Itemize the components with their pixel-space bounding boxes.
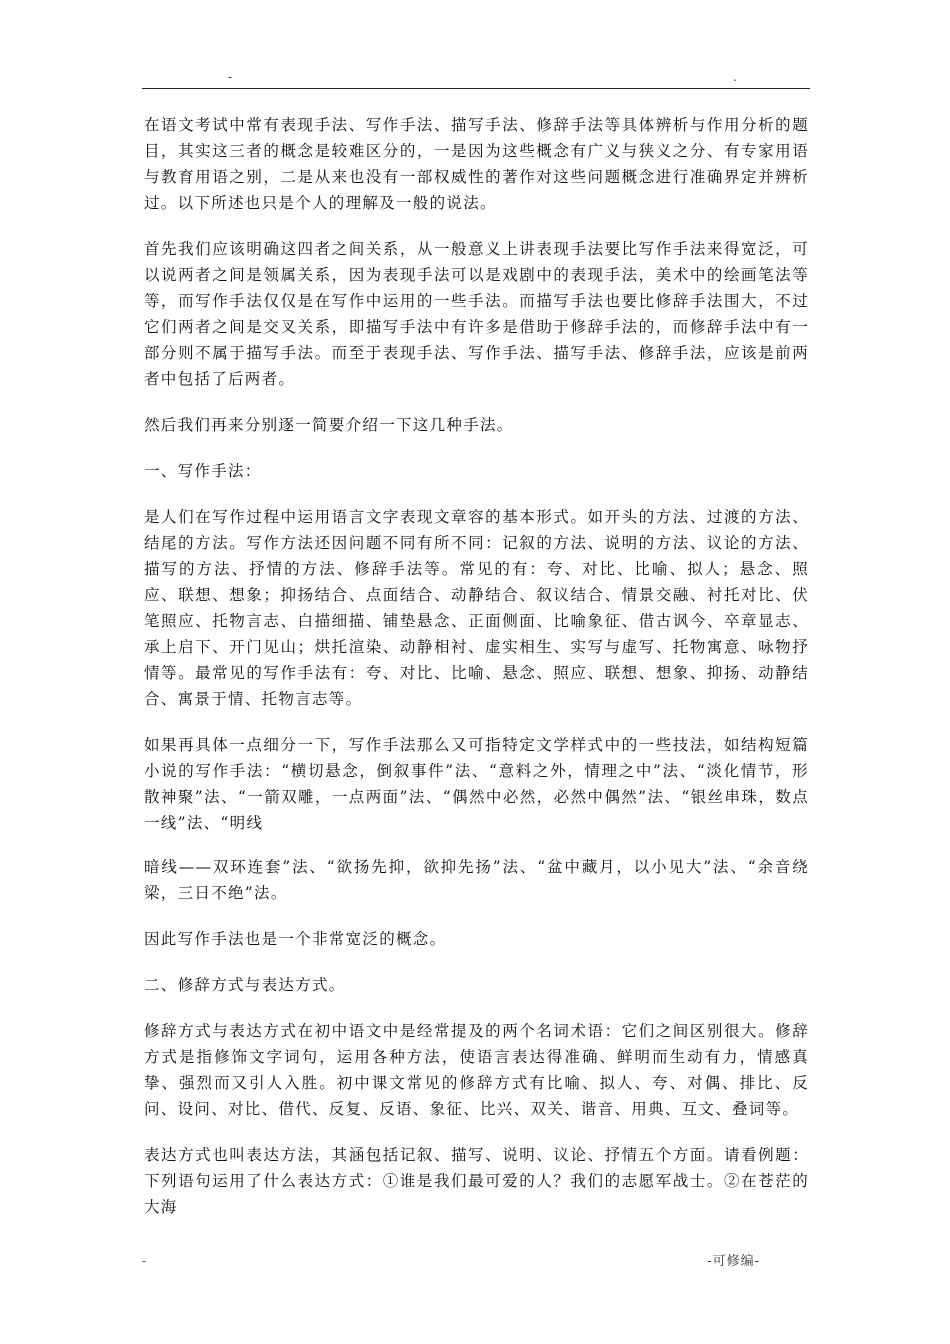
footer-editable-label: -可修编- [707, 1254, 760, 1269]
header-divider [142, 88, 810, 89]
paragraph-conclusion: 因此写作手法也是一个非常宽泛的概念。 [144, 930, 447, 948]
paragraph-expression: 表达方式也叫表达方法，其涵包括记叙、描写、说明、议论、抒情五个方面。请看例题：下列语句运用了什么表达方式：①谁是我们最可爱的人？我们的志愿军战士。②在苍茫的大海 [144, 1146, 809, 1216]
paragraph-novel-techniques: 如果再具体一点细分一下，写作手法那么又可指特定文学样式中的一些技法，如结构短篇小说的写作手法：“横切悬念，倒叙事件”法、“意料之外，情理之中”法、“淡化情节，形散神聚”法、“一箭双雕，一点两面”法、“偶然中必然，必然中偶然”法、“银丝串珠，数点一线”法、“明线 [144, 736, 809, 832]
paragraph-novel-techniques-cont: 暗线——双环连套”法、“欲扬先抑，欲抑先扬”法、“盆中藏月，以小见大”法、“余音绕梁，三日不绝”法。 [144, 858, 809, 902]
header-left-mark: - [228, 70, 233, 84]
paragraph-intro: 在语文考试中常有表现手法、写作手法、描写手法、修辞手法等具体辨析与作用分析的题目，其实这三者的概念是较难区分的，一是因为这些概念有广义与狭义之分、有专家用语与教育用语之别，二是从来也没有一部权威性的著作对这些问题概念进行准确界定并辨析过。以下所述也只是个人的理解及一般的说法。 [144, 116, 809, 212]
paragraph-writing-techniques: 是人们在写作过程中运用语言文字表现文章容的基本形式。如开头的方法、过渡的方法、结尾的方法。写作方法还因问题不同有所不同：记叙的方法、说明的方法、议论的方法、描写的方法、抒情的方法、修辞手法等。常见的有：夸、对比、比喻、拟人；悬念、照应、联想、想象；抑扬结合、点面结合、动静结合、叙议结合、情景交融、衬托对比、伏笔照应、托物言志、白描细描、铺垫悬念、正面侧面、比喻象征、借古讽今、卒章显志、承上启下、开门见山；烘托渲染、动静相衬、虚实相生、实写与虚写、托物寓意、咏物抒情等。最常见的写作手法有：夸、对比、比喻、悬念、照应、联想、想象、抑扬、动静结合、寓景于情、托物言志等。 [144, 508, 809, 708]
paragraph-transition: 然后我们再来分别逐一简要介绍一下这几种手法。 [144, 416, 514, 434]
section-heading-writing-techniques: 一、写作手法： [144, 462, 262, 480]
paragraph-relations: 首先我们应该明确这四者之间关系，从一般意义上讲表现手法要比写作手法来得宽泛，可以说两者之间是领属关系，因为表现手法可以是戏剧中的表现手法，美术中的绘画笔法等等，而写作手法仅仅是在写作中运用的一些手法。而描写手法也要比修辞手法围大，不过它们两者之间是交叉关系，即描写手法中有许多是借助于修辞手法的，而修辞手法中有一部分则不属于描写手法。而至于表现手法、写作手法、描写手法、修辞手法，应该是前两者中包括了后两者。 [144, 240, 809, 388]
section-heading-rhetoric: 二、修辞方式与表达方式。 [144, 976, 346, 994]
document-body [144, 112, 809, 1240]
footer-left-mark: - [142, 1254, 147, 1268]
paragraph-rhetoric: 修辞方式与表达方式在初中语文中是经常提及的两个名词术语：它们之间区别很大。修辞方式是指修饰文字词句，运用各种方法，使语言表达得准确、鲜明而生动有力，情感真挚、强烈而又引人入胜。初中课文常见的修辞方式有比喻、拟人、夸、对偶、排比、反问、设问、对比、借代、反复、反语、象征、比兴、双关、谐音、用典、互文、叠词等。 [144, 1022, 809, 1118]
header-right-mark: . [733, 70, 737, 84]
